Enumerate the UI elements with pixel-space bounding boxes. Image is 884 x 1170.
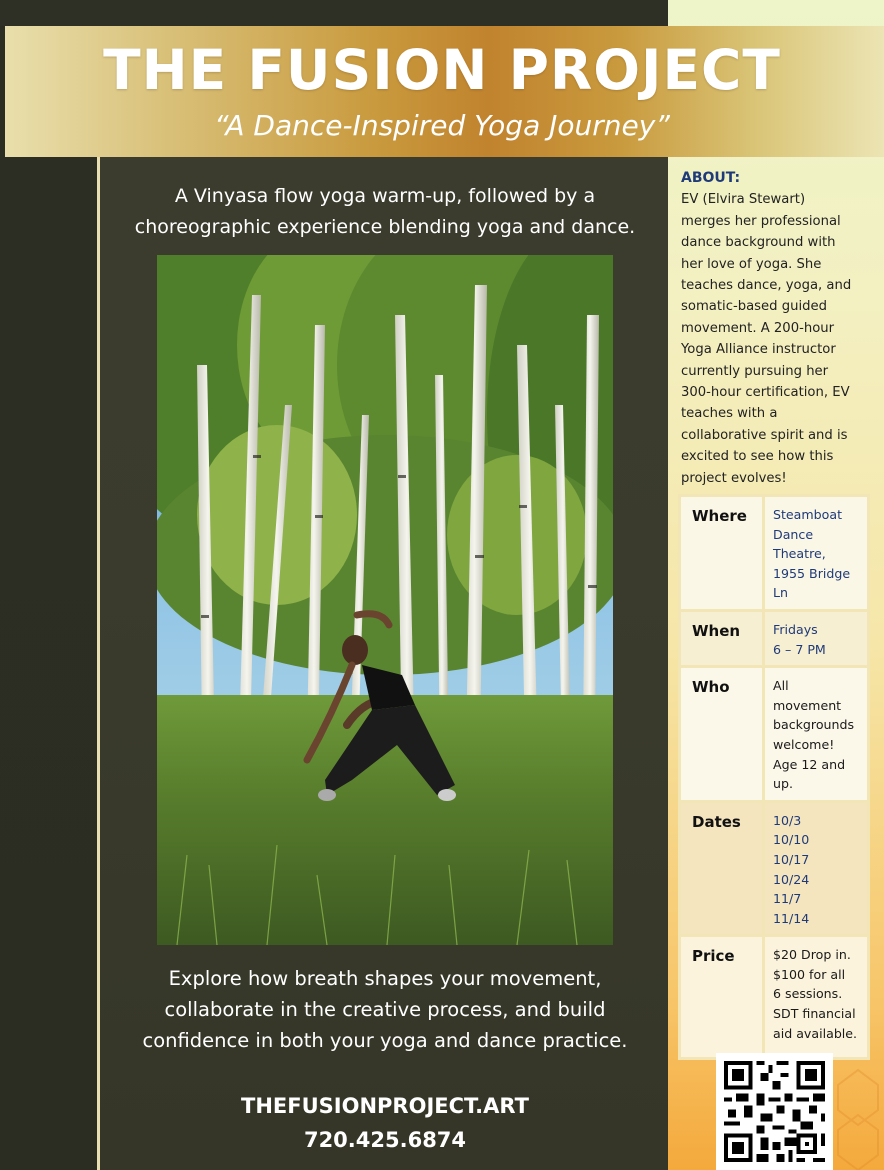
value-line: Ln: [773, 585, 788, 601]
value-line: Age 12 and: [773, 756, 846, 772]
when-value: [764, 610, 869, 666]
flyer-subtitle: “A Dance-Inspired Yoga Journey”: [214, 109, 670, 142]
explore-line: confidence in both your yoga and dance practice.: [142, 1029, 628, 1052]
table-row: [680, 667, 869, 802]
about-line: excited to see how this: [681, 449, 834, 465]
value-line: 1955 Bridge: [773, 565, 851, 581]
value-line: $20 Drop in.: [773, 947, 851, 963]
about-line: Yoga Alliance instructor: [681, 342, 836, 358]
phone-number: 720.425.6874: [303, 1128, 467, 1152]
about-line: somatic-based guided: [681, 299, 827, 315]
dates-value: [764, 801, 869, 936]
explore-line: Explore how breath shapes your movement,: [168, 967, 602, 990]
value-line: up.: [773, 776, 793, 792]
value-line: 11/14: [773, 910, 810, 926]
value-line: Theatre,: [773, 546, 826, 562]
qr-code[interactable]: [716, 1053, 833, 1170]
intro-text: [105, 181, 665, 243]
top-dark-bar: [0, 0, 668, 26]
decorative-pattern: [833, 1060, 884, 1170]
explore-line: collaborate in the creative process, and build: [164, 998, 606, 1021]
left-border-strip: [0, 0, 100, 1170]
when-label: When: [680, 610, 764, 666]
value-line: $100 for all: [773, 966, 846, 982]
about-line: teaches with a: [681, 406, 778, 422]
where-label: Where: [680, 496, 764, 611]
value-line: Steamboat: [773, 507, 843, 522]
value-line: welcome!: [773, 736, 835, 752]
yoga-photo: [157, 255, 613, 945]
value-line: 6 sessions.: [773, 986, 843, 1002]
value-line: Fridays: [773, 621, 818, 637]
table-row: [680, 936, 869, 1059]
explore-text: [105, 963, 665, 1056]
about-section: [681, 168, 881, 489]
value-line: SDT financial: [773, 1006, 856, 1022]
website-link[interactable]: THEFUSIONPROJECT.ART: [241, 1094, 529, 1118]
about-line: project evolves!: [681, 470, 787, 486]
about-line: her love of yoga. She: [681, 256, 822, 272]
about-heading: ABOUT:: [681, 170, 741, 186]
about-line: teaches dance, yoga, and: [681, 278, 852, 294]
about-line: merges her professional: [681, 213, 841, 229]
intro-line: A Vinyasa flow yoga warm-up, followed by a: [174, 185, 596, 207]
table-row: [680, 610, 869, 666]
price-label: Price: [680, 936, 764, 1059]
price-value: [764, 936, 869, 1059]
about-line: 300-hour certification, EV: [681, 385, 850, 401]
value-line: backgrounds: [773, 717, 855, 733]
about-line: collaborative spirit and is: [681, 427, 848, 443]
value-line: 10/17: [773, 851, 810, 867]
intro-line: choreographic experience blending yoga and dance.: [134, 216, 636, 238]
flyer-title: THE FUSION PROJECT: [103, 38, 781, 102]
about-line: dance background with: [681, 235, 836, 251]
who-value: [764, 667, 869, 802]
value-line: 10/24: [773, 871, 810, 887]
value-line: 10/3: [773, 812, 802, 828]
about-line: movement. A 200-hour: [681, 320, 835, 336]
table-row: [680, 496, 869, 611]
value-line: Dance: [773, 526, 814, 542]
table-row: [680, 801, 869, 936]
value-line: 10/10: [773, 832, 810, 848]
value-line: movement: [773, 697, 842, 713]
value-line: aid available.: [773, 1025, 858, 1041]
value-line: 6 – 7 PM: [773, 641, 826, 657]
value-line: 11/7: [773, 891, 802, 907]
where-value: [764, 496, 869, 611]
about-line: currently pursuing her: [681, 363, 829, 379]
details-table: [678, 494, 870, 1060]
value-line: All: [773, 678, 789, 694]
dates-label: Dates: [680, 801, 764, 936]
who-label: Who: [680, 667, 764, 802]
about-line: EV (Elvira Stewart): [681, 192, 806, 208]
